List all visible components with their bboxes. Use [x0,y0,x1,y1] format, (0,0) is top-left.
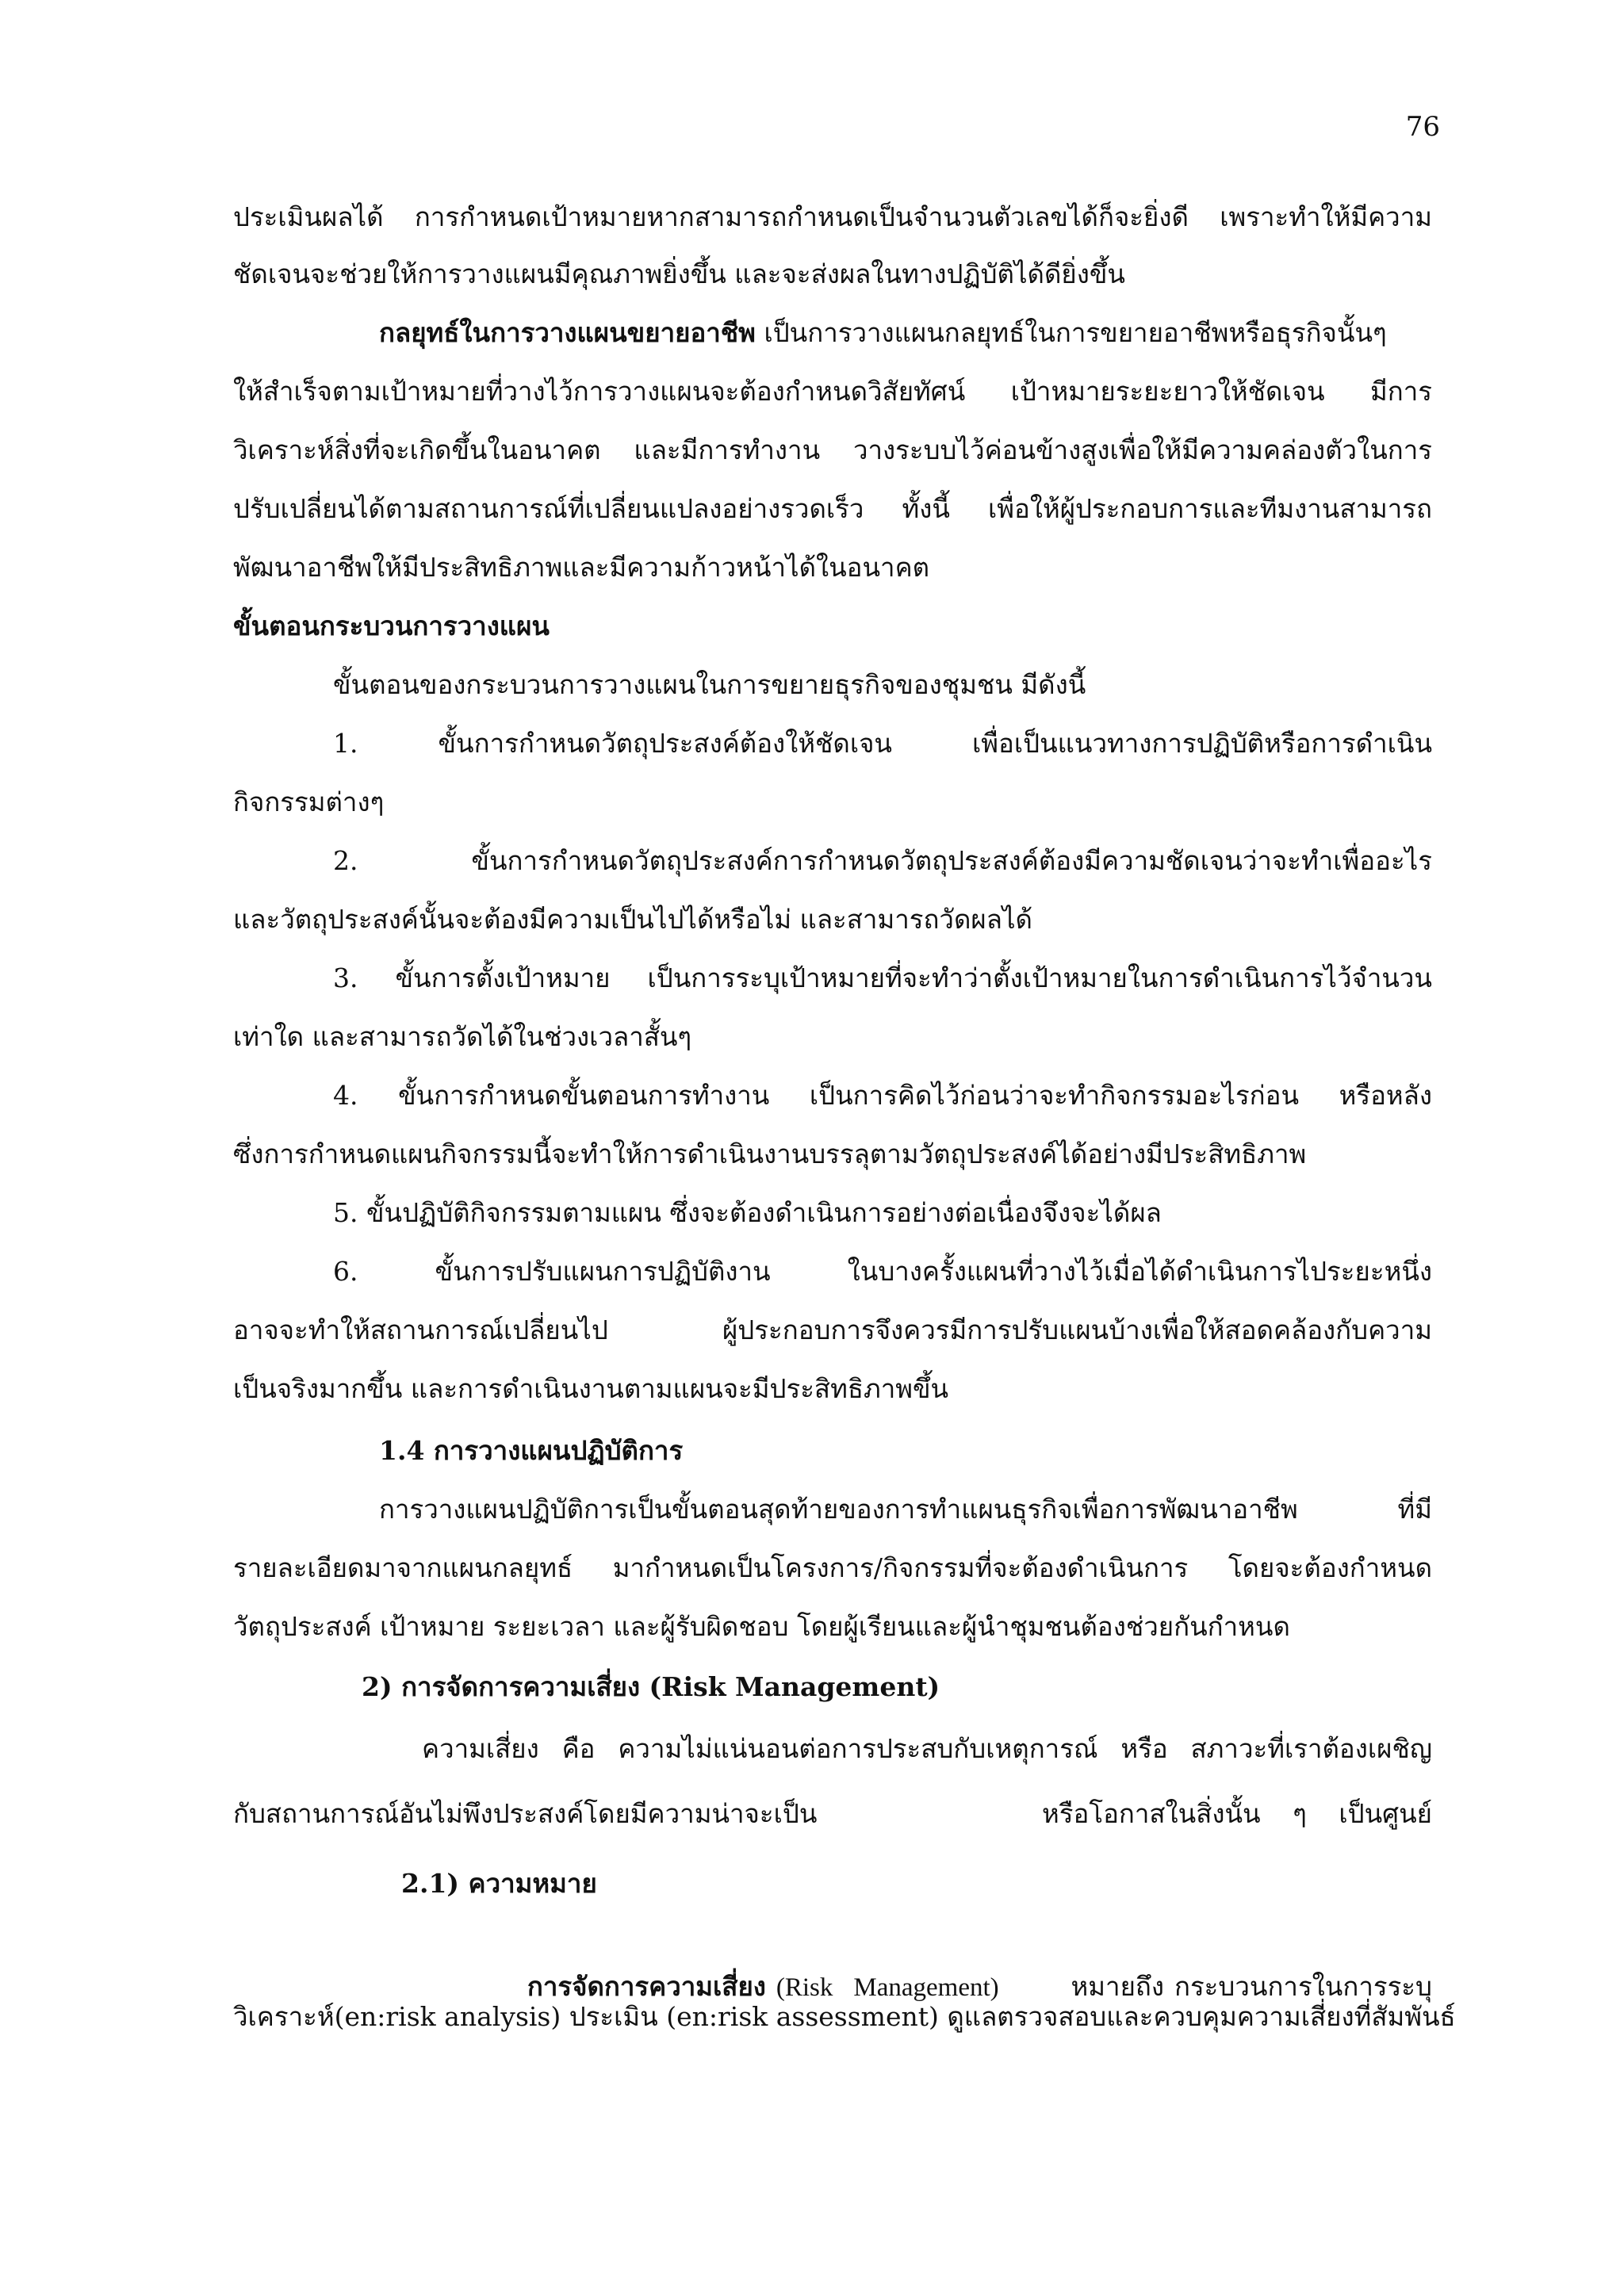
list-item-continuation: เท่าใด และสามารถวัดได้ในช่วงเวลาสั้นๆ [233,1021,692,1052]
paragraph-line: ขั้นตอนของกระบวนการวางแผนในการขยายธุรกิจของชุมชน มีดังนี้ [333,669,1086,700]
paragraph-line: ความเสี่ยง คือ ความไม่แน่นอนต่อการประสบกับเหตุการณ์ หรือ สภาวะที่เราต้องเผชิญ [422,1733,1432,1764]
section-heading: ขั้นตอนกระบวนการวางแผน [233,610,550,641]
paragraph-text: เป็นการวางแผนกลยุทธ์ในการขยายอาชีพหรือธุรกิจนั้นๆ [755,317,1387,348]
paragraph-text: (Risk Management) หมายถึง กระบวนการในการระบุ [765,1973,1432,2002]
list-item: 2. ขั้นการกำหนดวัตถุประสงค์การกำหนดวัตถุประสงค์ต้องมีความชัดเจนว่าจะทำเพื่ออะไร [333,845,1432,876]
list-item-continuation: กิจกรรมต่างๆ [233,786,385,817]
list-item: 4. ขั้นการกำหนดขั้นตอนการทำงาน เป็นการคิดไว้ก่อนว่าจะทำกิจกรรมอะไรก่อน หรือหลัง [333,1080,1432,1111]
paragraph-line [379,316,1387,350]
list-item: 1. ขั้นการกำหนดวัตถุประสงค์ต้องให้ชัดเจน เพื่อเป็นแนวทางการปฏิบัติหรือการดำเนิน [333,728,1432,759]
subsection-heading: 1.4 การวางแผนปฏิบัติการ [379,1435,684,1466]
list-item-continuation: ซึ่งการกำหนดแผนกิจกรรมนี้จะทำให้การดำเนินงานบรรลุตามวัตถุประสงค์ได้อย่างมีประสิทธิภาพ [233,1138,1307,1169]
paragraph-line: รายละเอียดมาจากแผนกลยุทธ์ มากำหนดเป็นโครงการ/กิจกรรมที่จะต้องดำเนินการ โดยจะต้องกำหนด [233,1552,1432,1583]
list-item-continuation: และวัตถุประสงค์นั้นจะต้องมีความเป็นไปได้หรือไม่ และสามารถวัดผลได้ [233,904,1032,935]
paragraph-line: ประเมินผลได้ การกำหนดเป้าหมายหากสามารถกำหนดเป็นจำนวนตัวเลขได้ก็จะยิ่งดี เพราะทำให้มีความ [233,201,1432,232]
paragraph-line: กับสถานการณ์อันไม่พึงประสงค์โดยมีความน่าจะเป็น หรือโอกาสในสิ่งนั้น ๆ เป็นศูนย์ [233,1798,1432,1829]
paragraph-line: วิเคราะห์(en:risk analysis) ประเมิน (en:risk assessment) ดูแลตรวจสอบและควบคุมความเสี่ยงที่สัมพันธ์ [233,2001,1456,2032]
page-number: 76 [1405,111,1440,143]
inline-heading: กลยุทธ์ในการวางแผนขยายอาชีพ [379,317,756,348]
paragraph-line: วิเคราะห์สิ่งที่จะเกิดขึ้นในอนาคต และมีการทำงาน วางระบบไว้ค่อนข้างสูงเพื่อให้มีความคล่องตัวในการ [233,434,1432,465]
paragraph-line: วัตถุประสงค์ เป้าหมาย ระยะเวลา และผู้รับผิดชอบ โดยผู้เรียนและผู้นำชุมชนต้องช่วยกันกำหนด [233,1611,1290,1642]
paragraph-line: การวางแผนปฏิบัติการเป็นขั้นตอนสุดท้ายของการทำแผนธุรกิจเพื่อการพัฒนาอาชีพ ที่มี [379,1494,1432,1525]
subsection-heading: 2.1) ความหมาย [401,1868,597,1899]
list-item: 5. ขั้นปฏิบัติกิจกรรมตามแผน ซึ่งจะต้องดำเนินการอย่างต่อเนื่องจึงจะได้ผล [333,1197,1162,1228]
paragraph-line: ให้สำเร็จตามเป้าหมายที่วางไว้การวางแผนจะต้องกำหนดวิสัยทัศน์ เป้าหมายระยะยาวให้ชัดเจน มีการ [233,376,1432,407]
list-item-continuation: อาจจะทำให้สถานการณ์เปลี่ยนไป ผู้ประกอบการจึงควรมีการปรับแผนบ้างเพื่อให้สอดคล้องกับความ [233,1314,1432,1345]
paragraph-line: พัฒนาอาชีพให้มีประสิทธิภาพและมีความก้าวหน้าได้ในอนาคต [233,552,930,583]
inline-term: การจัดการความเสี่ยง [527,1971,766,2002]
paragraph-line: ปรับเปลี่ยนได้ตามสถานการณ์ที่เปลี่ยนแปลงอย่างรวดเร็ว ทั้งนี้ เพื่อให้ผู้ประกอบการและทีมงานสามารถ [233,493,1432,524]
list-item: 6. ขั้นการปรับแผนการปฏิบัติงาน ในบางครั้งแผนที่วางไว้เมื่อได้ดำเนินการไประยะหนึ่ง [333,1256,1432,1287]
list-item: 3. ขั้นการตั้งเป้าหมาย เป็นการระบุเป้าหมายที่จะทำว่าตั้งเป้าหมายในการดำเนินการไว้จำนวน [333,962,1432,993]
section-heading: 2) การจัดการความเสี่ยง (Risk Management) [362,1671,940,1702]
list-item-continuation: เป็นจริงมากขึ้น และการดำเนินงานตามแผนจะมีประสิทธิภาพขึ้น [233,1373,949,1404]
paragraph-line: ชัดเจนจะช่วยให้การวางแผนมีคุณภาพยิ่งขึ้น และจะส่งผลในทางปฏิบัติได้ดียิ่งขึ้น [233,258,1125,289]
